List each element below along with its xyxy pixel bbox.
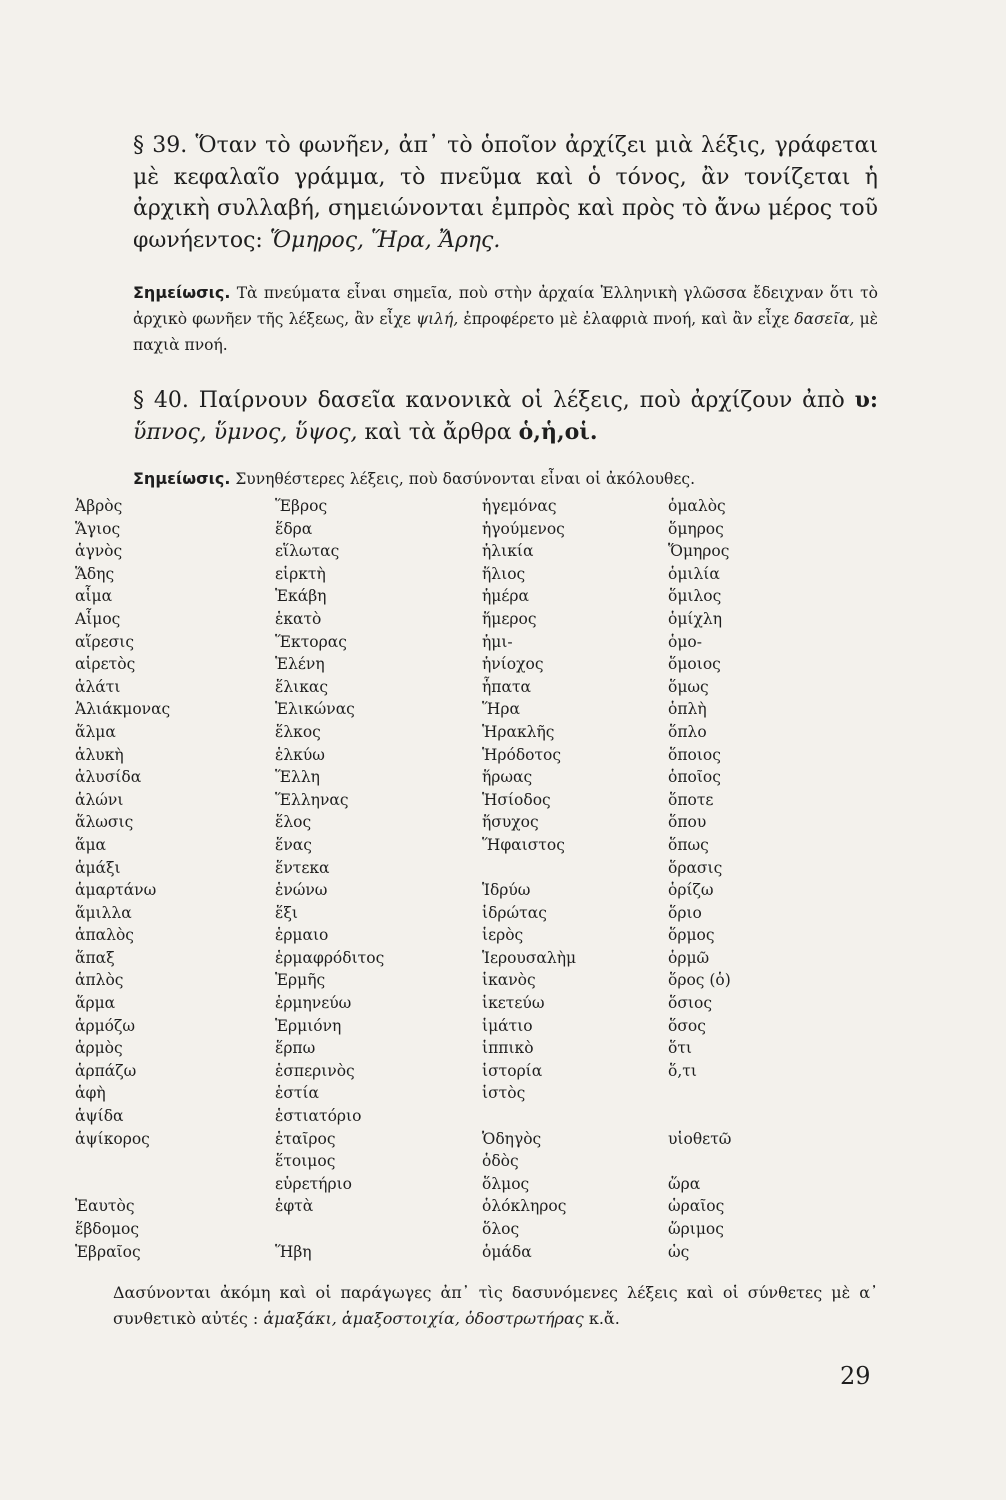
word-list-item: ὅλος <box>482 1220 520 1238</box>
word-list-item: εὑρετήριο <box>275 1174 352 1193</box>
word-list-item: ὅπου <box>668 813 707 832</box>
word-list-item: ἁψίδα <box>75 1107 124 1126</box>
word-list-item: Ἡσίοδος <box>482 790 551 809</box>
section-39 <box>133 130 878 256</box>
word-list-item: ὁρίζω <box>668 881 714 900</box>
word-list-item: ἕλος <box>275 813 312 832</box>
section-40-examples: ὕπνος, ὕμνος, ὕψος, <box>133 419 358 445</box>
word-list-item: ἁφὴ <box>75 1084 106 1103</box>
word-list-item: Ἱερουσαλὴμ <box>482 948 577 967</box>
word-column-4 <box>668 495 731 1263</box>
word-list-item: Ἑλικώνας <box>275 700 355 719</box>
word-list-item: ὁπλὴ <box>668 700 707 719</box>
word-list-item: Ὁδηγὸς <box>482 1129 542 1148</box>
word-list-item: ἑρμηνεύω <box>275 994 352 1013</box>
word-list-item: ἡγεμόνας <box>482 497 557 515</box>
word-list-item: ἕτοιμος <box>275 1152 336 1171</box>
word-list-item: Ἕκτορας <box>275 632 347 651</box>
word-list-item: Ἁβρὸς <box>75 497 123 515</box>
word-list-item: ἑλκύω <box>275 745 325 764</box>
word-list-item: Ἡρακλῆς <box>482 722 555 741</box>
word-list-item: ὁμαλὸς <box>668 497 726 515</box>
word-list-item: Ἑαυτὸς <box>75 1197 135 1216</box>
note-text-b: ἐπροφέρετο μὲ ἐλαφριὰ πνοή, καὶ ἂν εἶχε <box>463 310 790 328</box>
word-list-item: ἑρμαφρόδιτος <box>275 948 385 967</box>
word-list-item: ἕρπω <box>275 1039 316 1058</box>
word-column-2 <box>275 495 384 1263</box>
word-list-item: ὅμως <box>668 677 709 696</box>
word-list-item: Ἕβρος <box>275 497 328 515</box>
word-list-item: Ἑρμῆς <box>275 971 326 990</box>
word-list-item: ἕξι <box>275 903 298 922</box>
section-39-examples: Ὅμηρος, Ἥρα, Ἄρης. <box>269 227 501 253</box>
word-list-item: Ἕλλη <box>275 768 320 787</box>
word-list-item: Ἑρμιόνη <box>275 1016 342 1035</box>
word-list-item: αἵρεσις <box>75 632 135 651</box>
word-list-item: ἅρμα <box>75 994 116 1013</box>
word-list-item: ἱππικὸ <box>482 1039 534 1058</box>
word-list-item: Ἑλένη <box>275 655 325 674</box>
word-list-item: ἑφτὰ <box>275 1197 314 1216</box>
word-list-item: εἵλωτας <box>275 542 340 561</box>
word-list-item: ἱκανὸς <box>482 971 536 990</box>
word-list-item: ὅμηρος <box>668 519 724 538</box>
word-list-item: ἕντεκα <box>275 858 330 877</box>
section-40-mid: καὶ τὰ ἄρθρα <box>364 419 512 445</box>
word-list-item: Ἕλληνας <box>275 790 349 809</box>
word-list-item: ὅμιλος <box>668 587 722 606</box>
word-list-item: ἅλμα <box>75 722 116 741</box>
word-list-item: ὡς <box>668 1242 690 1261</box>
word-list-item: ὅπλο <box>668 722 707 741</box>
note-breathings <box>133 280 878 358</box>
word-list-item: υἱοθετῶ <box>668 1129 732 1148</box>
word-list-item: ὁδὸς <box>482 1152 519 1171</box>
word-list-item: ἡμι- <box>482 632 513 651</box>
word-list-item: ἥσυχος <box>482 813 539 832</box>
word-list-item: ὥριμος <box>668 1220 724 1238</box>
word-list-item: ἕδρα <box>275 519 313 538</box>
word-list-item: ἁπλὸς <box>75 971 124 990</box>
closing-examples: ἁμαξάκι, ἁμαξοστοιχία, ὁδοστρωτήρας <box>263 1309 584 1328</box>
word-list-item: ἥμερος <box>482 609 537 628</box>
word-list-item: ἁρμὸς <box>75 1039 123 1058</box>
word-list-item: ἁψίκορος <box>75 1129 150 1148</box>
word-list-item: Ἥφαιστος <box>482 835 565 854</box>
note-word-list-text: Συνηθέστερες λέξεις, ποὺ δασύνονται εἶναι οἱ ἀκόλουθες. <box>235 470 696 488</box>
note-term-psili: ψιλή, <box>415 310 459 328</box>
word-list-item: ἑστιατόριο <box>275 1107 362 1126</box>
word-list-item: ὅριο <box>668 903 702 922</box>
word-list-item: ὅ,τι <box>668 1061 697 1080</box>
word-list-item: ἁμάξι <box>75 858 121 877</box>
word-list-item: Ἑβραῖος <box>75 1242 141 1261</box>
word-column-3 <box>482 495 576 1263</box>
word-list-item: ἑσπερινὸς <box>275 1061 355 1080</box>
note-text-a: Τὰ πνεύματα εἶναι σημεῖα, ποὺ στὴν ἀρχαία Ἑλληνικὴ γλῶσσα ἔδειχναν ὅτι τὸ ἀρχικὸ φωνῆεν τῆς λέξεως, ἂν εἶχε <box>133 284 878 328</box>
word-list-item: ὅπως <box>668 835 709 854</box>
word-list-item: ὁποῖος <box>668 768 721 787</box>
word-list-item: ὅσιος <box>668 994 713 1013</box>
word-list-item: ἱδρώτας <box>482 903 547 922</box>
word-list-item: ἁλώνι <box>75 790 124 809</box>
word-list-item: ἱστὸς <box>482 1084 526 1103</box>
section-40-text: § 40. Παίρνουν δασεῖα κανονικὰ οἱ λέξεις, ποὺ ἀρχίζουν ἀπὸ <box>133 388 845 413</box>
word-list-item: ὅρος (ὁ) <box>668 971 731 990</box>
word-list-item: ἕλικας <box>275 677 329 696</box>
word-list-item: ἕβδομος <box>75 1220 140 1238</box>
note-label: Σημείωσις. <box>133 283 231 302</box>
word-list-item: Ἱδρύω <box>482 881 531 900</box>
word-list-item: Ἥρα <box>482 700 520 719</box>
word-list-item: Ἅδης <box>75 564 115 583</box>
page-number: 29 <box>840 1362 871 1390</box>
closing-tail: κ.ἄ. <box>588 1309 620 1328</box>
word-list-item: ὁμίχλη <box>668 609 722 628</box>
word-list-item: ἑρμαιο <box>275 926 329 945</box>
word-list-item: ὁλόκληρος <box>482 1197 567 1216</box>
word-list-item: ἧπατα <box>482 677 531 696</box>
word-list-item: Ἁλιάκμονας <box>75 700 171 719</box>
note-text-c: μὲ παχιὰ πνοή. <box>133 310 878 354</box>
word-list-item: ἱμάτιο <box>482 1016 533 1035</box>
word-list-item: ἁρπάζω <box>75 1061 137 1080</box>
word-list-item: ἡγούμενος <box>482 519 565 538</box>
word-list-item: ὅποτε <box>668 790 714 809</box>
word-list-item: ὡραῖος <box>668 1197 725 1216</box>
word-list-item: ἁλυσίδα <box>75 768 142 787</box>
word-list-item: ἅπαξ <box>75 948 115 967</box>
word-list-item: ὅρασις <box>668 858 723 877</box>
word-list-item: ἑστία <box>275 1084 320 1103</box>
section-40 <box>133 385 878 448</box>
word-list-item: ἅλωσις <box>75 813 134 832</box>
word-list-item: ἁπαλὸς <box>75 926 134 945</box>
closing-text: Δασύνονται ἀκόμη καὶ οἱ παράγωγες ἀπ᾿ τὶς δασυνόμενες λέξεις καὶ οἱ σύνθετες μὲ α᾿ συνθετικὸ αὐτές : <box>113 1283 878 1328</box>
word-list-item: ἁμαρτάνω <box>75 881 157 900</box>
word-list-item: ἅμιλλα <box>75 903 132 922</box>
word-list-item: ὁμάδα <box>482 1242 532 1261</box>
word-list-item: ὅτι <box>668 1039 692 1058</box>
word-list-item: ἡμέρα <box>482 587 529 606</box>
note-term-daseia: δασεῖα, <box>794 310 855 328</box>
section-39-text: § 39. Ὅταν τὸ φωνῆεν, ἀπ᾿ τὸ ὁποῖον ἀρχίζει μιὰ λέξις, γράφεται μὲ κεφαλαῖο γράμμα, τὸ πνεῦμα καὶ ὁ τόνος, ἂν τονίζεται ἡ ἀρχικὴ συλλαβή, σημειώνονται ἐμπρὸς καὶ πρὸς τὸ ἄνω μέρος τοῦ φωνήεντος: <box>133 133 878 253</box>
word-list-item: αἱρετὸς <box>75 655 136 674</box>
word-list-item: Ἅγιος <box>75 519 121 538</box>
closing-paragraph <box>113 1280 878 1332</box>
word-list-item: ὅρμος <box>668 926 715 945</box>
word-list-item: ἡνίοχος <box>482 655 544 674</box>
word-list-item: ἅμα <box>75 835 107 854</box>
word-list-item: ὁμο- <box>668 632 702 651</box>
note-word-list-intro <box>133 466 878 492</box>
word-list-item: Αἷμος <box>75 609 121 628</box>
word-list-item: Ὅμηρος <box>668 542 730 561</box>
word-list-item: ὅμοιος <box>668 655 721 674</box>
word-list-item: ἱστορία <box>482 1061 543 1080</box>
word-list-item: ὅποιος <box>668 745 721 764</box>
word-list-item: ἁρμόζω <box>75 1016 136 1035</box>
word-list-item: ἥρωας <box>482 768 533 787</box>
word-column-1 <box>75 495 170 1263</box>
word-list-item: ἁλάτι <box>75 677 121 696</box>
word-list-item: ὥρα <box>668 1174 701 1193</box>
word-list-item: ἱκετεύω <box>482 994 545 1013</box>
word-list-item: ἑταῖρος <box>275 1129 336 1148</box>
word-list-item: ἕνας <box>275 835 312 854</box>
word-list-item: ὁμιλία <box>668 564 720 583</box>
word-list-item: ἁγνὸς <box>75 542 123 561</box>
word-list-item: αἷμα <box>75 587 113 606</box>
word-list-item: ἁλυκὴ <box>75 745 124 764</box>
word-list-item: ἱερὸς <box>482 926 524 945</box>
word-list-item: ὅλμος <box>482 1174 530 1193</box>
word-list-item: εἱρκτὴ <box>275 564 326 583</box>
word-list-item: Ἥβη <box>275 1242 312 1261</box>
section-40-letter: υ: <box>854 387 878 413</box>
word-list-item: Ἑκάβη <box>275 587 327 606</box>
word-list-item: ὅσος <box>668 1016 706 1035</box>
word-list-item: Ἡρόδοτος <box>482 745 562 764</box>
section-40-articles: ὁ,ἡ,οἱ. <box>518 418 598 445</box>
note-label: Σημείωσις. <box>133 469 231 488</box>
word-list-item: ὁρμῶ <box>668 948 710 967</box>
word-list-item: ἥλιος <box>482 564 526 583</box>
word-list-item: ἑκατὸ <box>275 609 322 628</box>
word-list-item: ἑνώνω <box>275 881 328 900</box>
word-list-item: ἡλικία <box>482 542 534 561</box>
word-list-item: ἕλκος <box>275 722 321 741</box>
